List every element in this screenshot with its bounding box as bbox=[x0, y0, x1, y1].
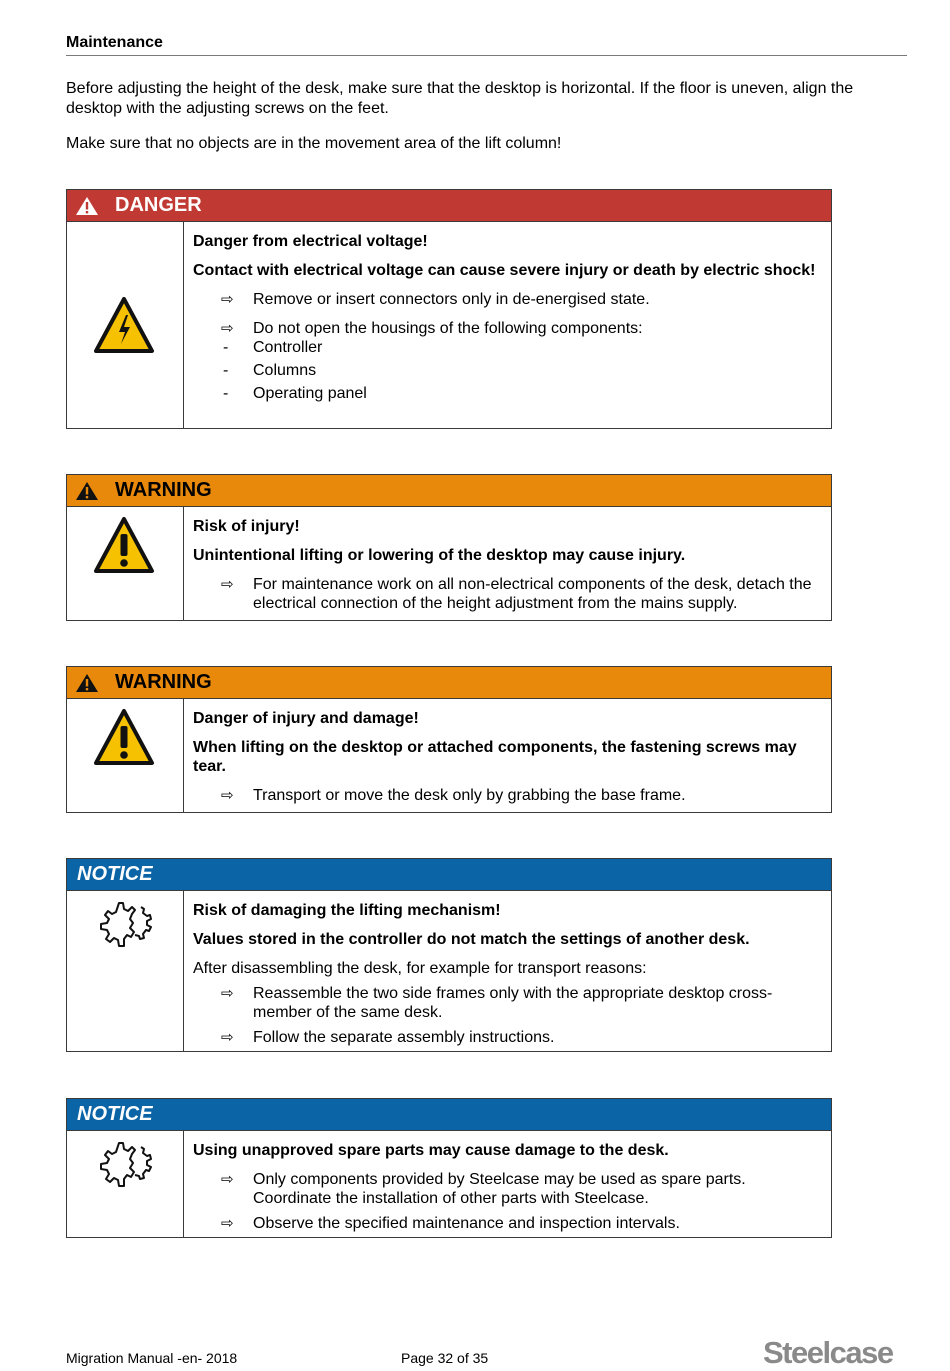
notice-icon-cell-2 bbox=[67, 1131, 184, 1238]
danger-action-2: ⇨ Do not open the housings of the following components: bbox=[221, 320, 643, 337]
general-warning-icon bbox=[93, 708, 155, 766]
warning-box-1 bbox=[66, 474, 832, 621]
notice1-title: Risk of damaging the lifting mechanism! bbox=[193, 902, 501, 919]
warning-triangle-icon bbox=[75, 673, 99, 693]
notice-header-1 bbox=[67, 859, 831, 891]
warning2-description: When lifting on the desktop or attached components, the fastening screws may tear. bbox=[193, 739, 797, 775]
danger-icon-cell bbox=[67, 222, 184, 429]
danger-header bbox=[67, 190, 831, 222]
danger-label: DANGER bbox=[115, 194, 202, 216]
notice-label-2: NOTICE bbox=[77, 1103, 153, 1125]
warning-header-1 bbox=[67, 475, 831, 507]
electric-hazard-icon bbox=[93, 296, 155, 354]
warning-triangle-icon bbox=[75, 196, 99, 216]
page-header bbox=[66, 34, 907, 56]
arrow-icon: ⇨ bbox=[221, 576, 234, 593]
notice-label-1: NOTICE bbox=[77, 863, 153, 885]
component-item: - Controller bbox=[223, 339, 323, 356]
danger-box bbox=[66, 189, 832, 429]
component-item: - Operating panel bbox=[223, 385, 367, 402]
damage-gear-icon bbox=[97, 899, 153, 953]
notice1-action-1: ⇨ Reassemble the two side frames only with the appropriate desktop cross-member of the same desk. bbox=[221, 985, 773, 1021]
intro-paragraph-2: Make sure that no objects are in the movement area of the lift column! bbox=[66, 135, 562, 152]
warning-triangle-icon bbox=[75, 481, 99, 501]
general-warning-icon bbox=[93, 516, 155, 574]
notice1-action-2: ⇨ Follow the separate assembly instructions. bbox=[221, 1029, 555, 1046]
damage-gear-icon bbox=[97, 1139, 153, 1193]
arrow-icon: ⇨ bbox=[221, 320, 234, 337]
warning2-title: Danger of injury and damage! bbox=[193, 710, 419, 727]
arrow-icon: ⇨ bbox=[221, 1215, 234, 1232]
notice2-title: Using unapproved spare parts may cause damage to the desk. bbox=[193, 1142, 669, 1159]
intro-paragraph-1: Before adjusting the height of the desk, make sure that the desktop is horizontal. If the floor is uneven, align the desktop with the adjusting screws on the feet. bbox=[66, 80, 854, 117]
warning1-description: Unintentional lifting or lowering of the desktop may cause injury. bbox=[193, 547, 686, 564]
notice2-action-1: ⇨ Only components provided by Steelcase may be used as spare parts. Coordinate the installation of other parts with Steelcase. bbox=[221, 1171, 746, 1207]
warning1-title: Risk of injury! bbox=[193, 518, 300, 535]
notice2-action-2: ⇨ Observe the specified maintenance and inspection intervals. bbox=[221, 1215, 680, 1232]
footer-page-number: Page 32 of 35 bbox=[401, 1350, 489, 1366]
arrow-icon: ⇨ bbox=[221, 291, 234, 308]
steelcase-logo: Steelcase bbox=[763, 1335, 893, 1370]
notice-header-2 bbox=[67, 1099, 831, 1131]
component-item: - Columns bbox=[223, 362, 317, 379]
footer-document-name: Migration Manual -en- 2018 bbox=[66, 1350, 238, 1366]
danger-description: Contact with electrical voltage can cause severe injury or death by electric shock! bbox=[193, 262, 816, 279]
warning-label-1: WARNING bbox=[115, 479, 212, 501]
arrow-icon: ⇨ bbox=[221, 985, 234, 1002]
notice1-lead: After disassembling the desk, for example for transport reasons: bbox=[193, 960, 647, 977]
notice-box-2 bbox=[66, 1098, 832, 1238]
warning-header-2 bbox=[67, 667, 831, 699]
arrow-icon: ⇨ bbox=[221, 787, 234, 804]
notice-box-1 bbox=[66, 858, 832, 1052]
warning-icon-cell-1 bbox=[67, 507, 184, 621]
warning-icon-cell-2 bbox=[67, 699, 184, 813]
warning1-action-1: ⇨ For maintenance work on all non-electrical components of the desk, detach the electrical connection of the height adjustment from the mains supply. bbox=[221, 576, 812, 612]
arrow-icon: ⇨ bbox=[221, 1029, 234, 1046]
danger-title: Danger from electrical voltage! bbox=[193, 233, 428, 250]
warning-label-2: WARNING bbox=[115, 671, 212, 693]
notice-icon-cell-1 bbox=[67, 891, 184, 1052]
warning-box-2 bbox=[66, 666, 832, 813]
section-title: Maintenance bbox=[66, 34, 163, 51]
warning2-action-1: ⇨ Transport or move the desk only by grabbing the base frame. bbox=[221, 787, 686, 804]
notice1-description: Values stored in the controller do not match the settings of another desk. bbox=[193, 931, 750, 948]
arrow-icon: ⇨ bbox=[221, 1171, 234, 1188]
danger-action-1: ⇨ Remove or insert connectors only in de-energised state. bbox=[221, 291, 650, 308]
